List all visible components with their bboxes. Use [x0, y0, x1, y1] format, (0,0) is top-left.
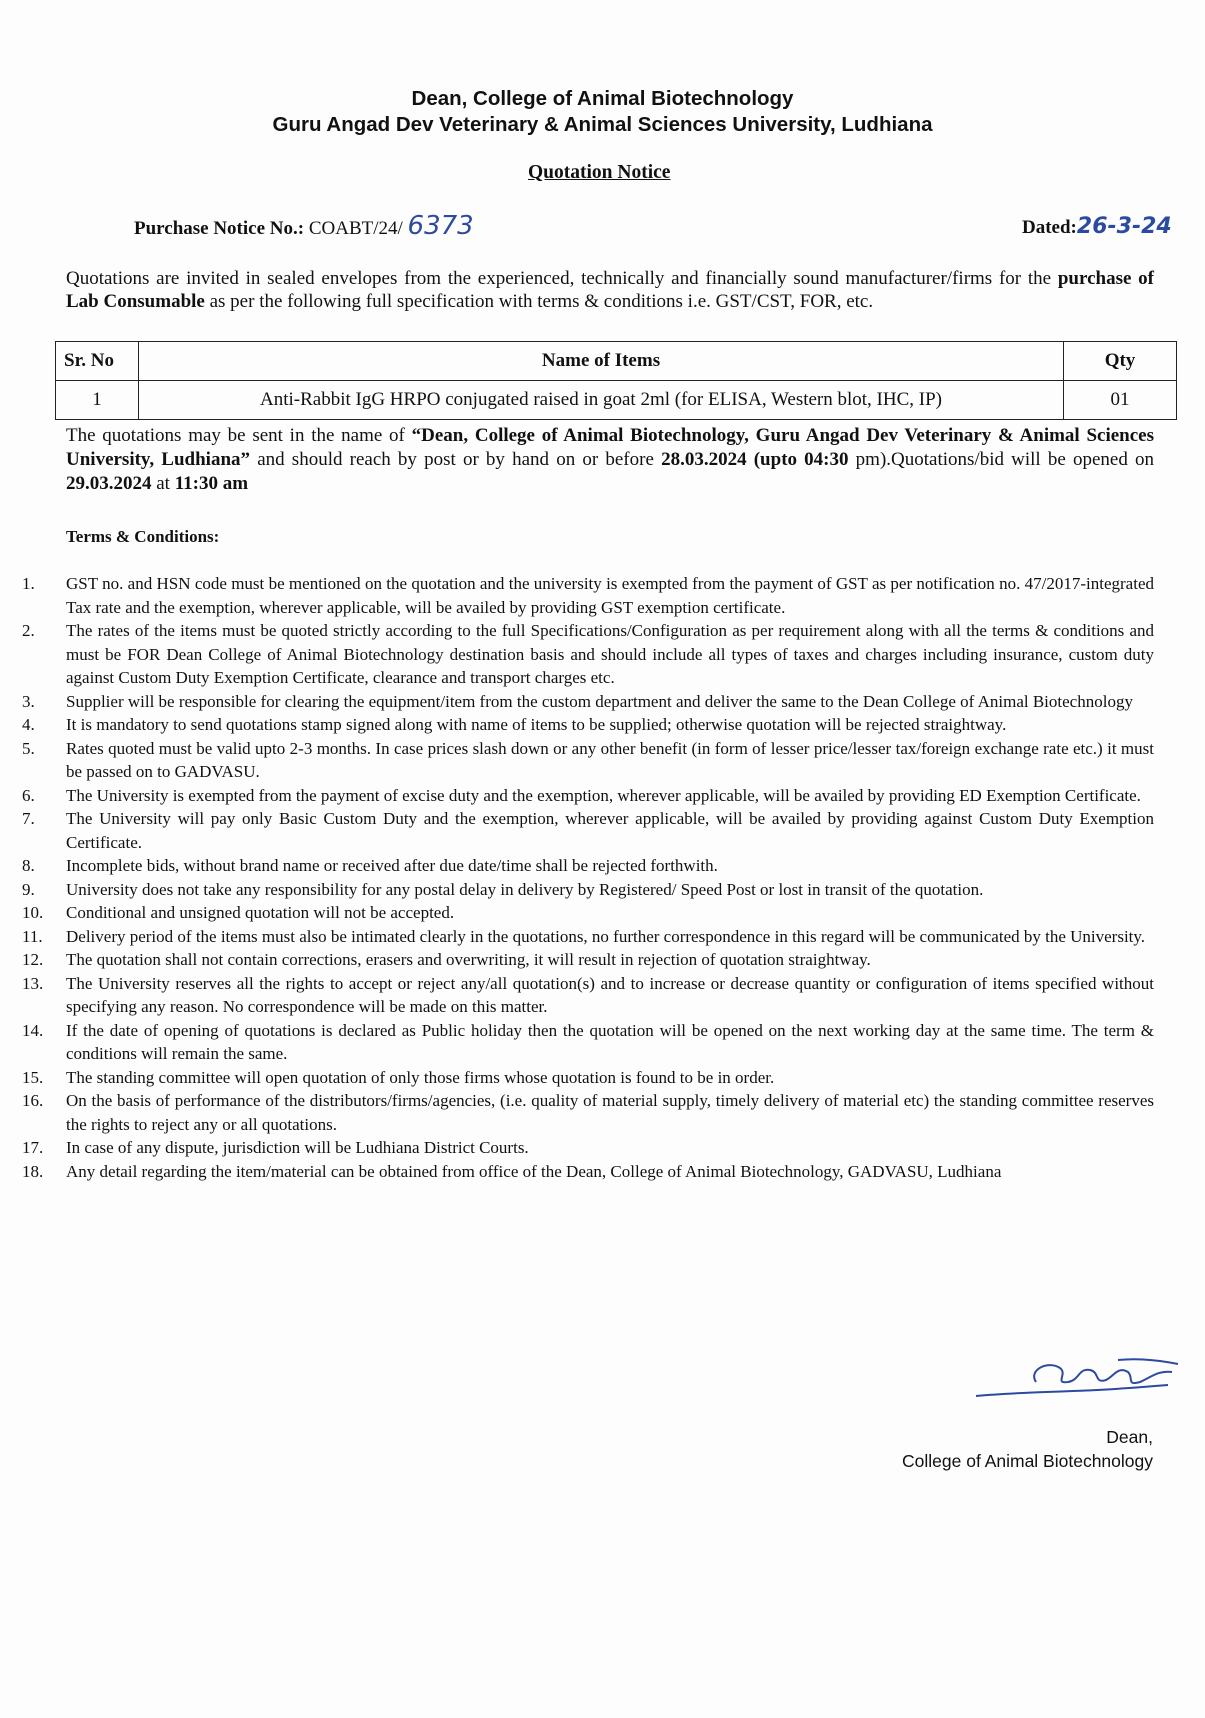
- notice-date: [1022, 214, 1172, 239]
- list-item: [22, 1066, 1154, 1090]
- cell-item-name: Anti-Rabbit IgG HRPO conjugated raised in goat 2ml (for ELISA, Western blot, IHC, IP): [139, 381, 1064, 420]
- header-qty: Qty: [1064, 342, 1177, 381]
- list-item: [22, 1019, 1154, 1066]
- list-item: [22, 972, 1154, 1019]
- notice-title: Quotation Notice: [528, 162, 671, 183]
- list-item: [22, 1160, 1154, 1184]
- terms-heading: Terms & Conditions:: [66, 527, 220, 546]
- list-item: [22, 619, 1154, 690]
- opening-date: 29.03.2024: [66, 473, 152, 494]
- term-text: Conditional and unsigned quotation will not be accepted.: [66, 903, 455, 922]
- term-number: 12.: [22, 950, 44, 969]
- list-item: [22, 925, 1154, 949]
- term-text: The University is exempted from the payment of excise duty and the exemption, wherever applicable, will be availed by providing ED Exemption Certificate.: [66, 785, 1141, 805]
- term-number: 16.: [22, 1091, 44, 1110]
- term-number: 15.: [22, 1067, 44, 1087]
- term-number: 1.: [22, 574, 35, 593]
- table-header-row: [56, 342, 1177, 381]
- purchase-notice-prefix: COABT/24/: [308, 218, 403, 239]
- intro-text-bold: purchase of Lab Consumable: [66, 268, 1154, 312]
- letterhead-line-2: Guru Angad Dev Veterinary & Animal Sciences University, Ludhiana: [272, 113, 933, 136]
- purchase-notice-number: [134, 211, 474, 241]
- term-number: 13.: [22, 973, 44, 993]
- header-name-of-items: Name of Items: [139, 342, 1064, 381]
- list-item: [22, 878, 1154, 902]
- list-item: [22, 901, 1154, 925]
- letterhead: [0, 86, 1205, 138]
- signatory-title: Dean,: [1106, 1427, 1153, 1447]
- term-text: Supplier will be responsible for clearing the equipment/item from the custom department and deliver the same to the Dean College of Animal Biotechnology: [66, 691, 1133, 711]
- submission-deadline: 28.03.2024 (upto 04:30: [661, 449, 849, 470]
- term-number: 11.: [22, 926, 43, 946]
- table-row: [56, 381, 1177, 420]
- submission-text-3: pm).Quotations/bid will be opened on: [848, 449, 1155, 470]
- term-number: 3.: [22, 691, 35, 711]
- term-text: On the basis of performance of the distributors/firms/agencies, (i.e. quality of material supply, timely delivery of material etc) the standing committee reserves the rights to reject any or all quotations.: [66, 1091, 1154, 1134]
- signatory-office: College of Animal Biotechnology: [902, 1451, 1153, 1471]
- list-item: [22, 1089, 1154, 1136]
- submission-text-2: and should reach by post or by hand on or before: [250, 449, 662, 470]
- dated-label: Dated:: [1022, 217, 1077, 238]
- term-text: GST no. and HSN code must be mentioned on the quotation and the university is exempted from the payment of GST as per notification no. 47/2017-integrated Tax rate and the exemption, wherever applicable, will be availed by providing GST exemption certificate.: [66, 574, 1154, 617]
- list-item: [22, 854, 1154, 878]
- term-text: The University reserves all the rights to accept or reject any/all quotation(s) and to increase or decrease quantity or configuration of items specified without specifying any reason. No correspondence will be made on this matter.: [66, 973, 1154, 1016]
- signatory-block: [902, 1425, 1153, 1473]
- intro-text-1: Quotations are invited in sealed envelopes from the experienced, technically and financially sound manufacturer/firms for the: [66, 268, 1058, 289]
- signature-icon: [968, 1352, 1188, 1412]
- term-text: Delivery period of the items must also be intimated clearly in the quotations, no further correspondence in this regard will be communicated by the University.: [66, 926, 1146, 946]
- purchase-notice-label: Purchase Notice No.:: [134, 218, 305, 239]
- term-number: 4.: [22, 715, 35, 734]
- opening-time: 11:30 am: [174, 473, 249, 494]
- term-text: The University will pay only Basic Custom Duty and the exemption, wherever applicable, will be availed by providing against Custom Duty Exemption Certificate.: [66, 809, 1154, 852]
- term-text: The rates of the items must be quoted strictly according to the full Specifications/Configuration as per requirement along with all the terms & conditions and must be FOR Dean College of Animal Biotechnology destination basis and should include all types of taxes and charges including insurance, custom duty against Custom Duty Exemption Certificate, clearance and transport charges etc.: [66, 621, 1154, 687]
- term-text: The quotation shall not contain corrections, erasers and overwriting, it will result in rejection of quotation straightway.: [66, 950, 871, 969]
- list-item: [22, 1136, 1154, 1160]
- list-item: [22, 784, 1154, 808]
- intro-paragraph: [66, 267, 1154, 313]
- term-text: Any detail regarding the item/material can be obtained from office of the Dean, College of Animal Biotechnology, GADVASU, Ludhiana: [66, 1161, 1002, 1181]
- submission-paragraph: [66, 424, 1154, 496]
- cell-qty: 01: [1064, 381, 1177, 420]
- handwritten-notice-number: 6373: [407, 211, 474, 241]
- term-number: 6.: [22, 785, 35, 805]
- term-text: It is mandatory to send quotations stamp signed along with name of items to be supplied; otherwise quotation will be rejected straightway.: [66, 715, 1007, 734]
- term-text: University does not take any responsibility for any postal delay in delivery by Registered/ Speed Post or lost in transit of the quotation.: [66, 879, 984, 899]
- intro-text-2: as per the following full specification with terms & conditions i.e. GST/CST, FOR, etc.: [204, 291, 874, 312]
- list-item: [22, 690, 1154, 714]
- term-number: 7.: [22, 809, 35, 828]
- submission-addressee: “Dean, College of Animal Biotechnology, Guru Angad Dev Veterinary & Animal Sciences University, Ludhiana”: [66, 425, 1154, 470]
- term-text: Incomplete bids, without brand name or received after due date/time shall be rejected forthwith.: [66, 856, 718, 875]
- term-text: In case of any dispute, jurisdiction will be Ludhiana District Courts.: [66, 1138, 529, 1157]
- term-number: 9.: [22, 879, 35, 899]
- list-item: [22, 713, 1154, 737]
- term-number: 14.: [22, 1020, 44, 1040]
- list-item: [22, 948, 1154, 972]
- list-item: [22, 572, 1154, 619]
- terms-list: [22, 572, 1154, 1183]
- term-text: Rates quoted must be valid upto 2-3 months. In case prices slash down or any other benefit (in form of lesser price/lesser tax/foreign exchange rate etc.) it must be passed on to GADVASU.: [66, 738, 1154, 781]
- cell-sr-no: 1: [56, 381, 139, 420]
- term-number: 10.: [22, 903, 44, 922]
- term-number: 5.: [22, 738, 35, 758]
- submission-text-4: at: [151, 473, 175, 494]
- handwritten-date: 26-3-24: [1076, 214, 1172, 239]
- letterhead-line-1: Dean, College of Animal Biotechnology: [411, 87, 794, 110]
- term-text: The standing committee will open quotation of only those firms whose quotation is found to be in order.: [66, 1067, 775, 1087]
- list-item: [22, 807, 1154, 854]
- term-text: If the date of opening of quotations is declared as Public holiday then the quotation will be opened on the next working day at the same time. The term & conditions will remain the same.: [66, 1020, 1154, 1063]
- term-number: 17.: [22, 1138, 44, 1157]
- term-number: 8.: [22, 856, 35, 875]
- list-item: [22, 737, 1154, 784]
- submission-text-1: The quotations may be sent in the name of: [66, 425, 412, 446]
- term-number: 2.: [22, 621, 35, 640]
- items-table: [55, 341, 1177, 420]
- term-number: 18.: [22, 1161, 44, 1181]
- header-sr-no: Sr. No: [56, 342, 139, 381]
